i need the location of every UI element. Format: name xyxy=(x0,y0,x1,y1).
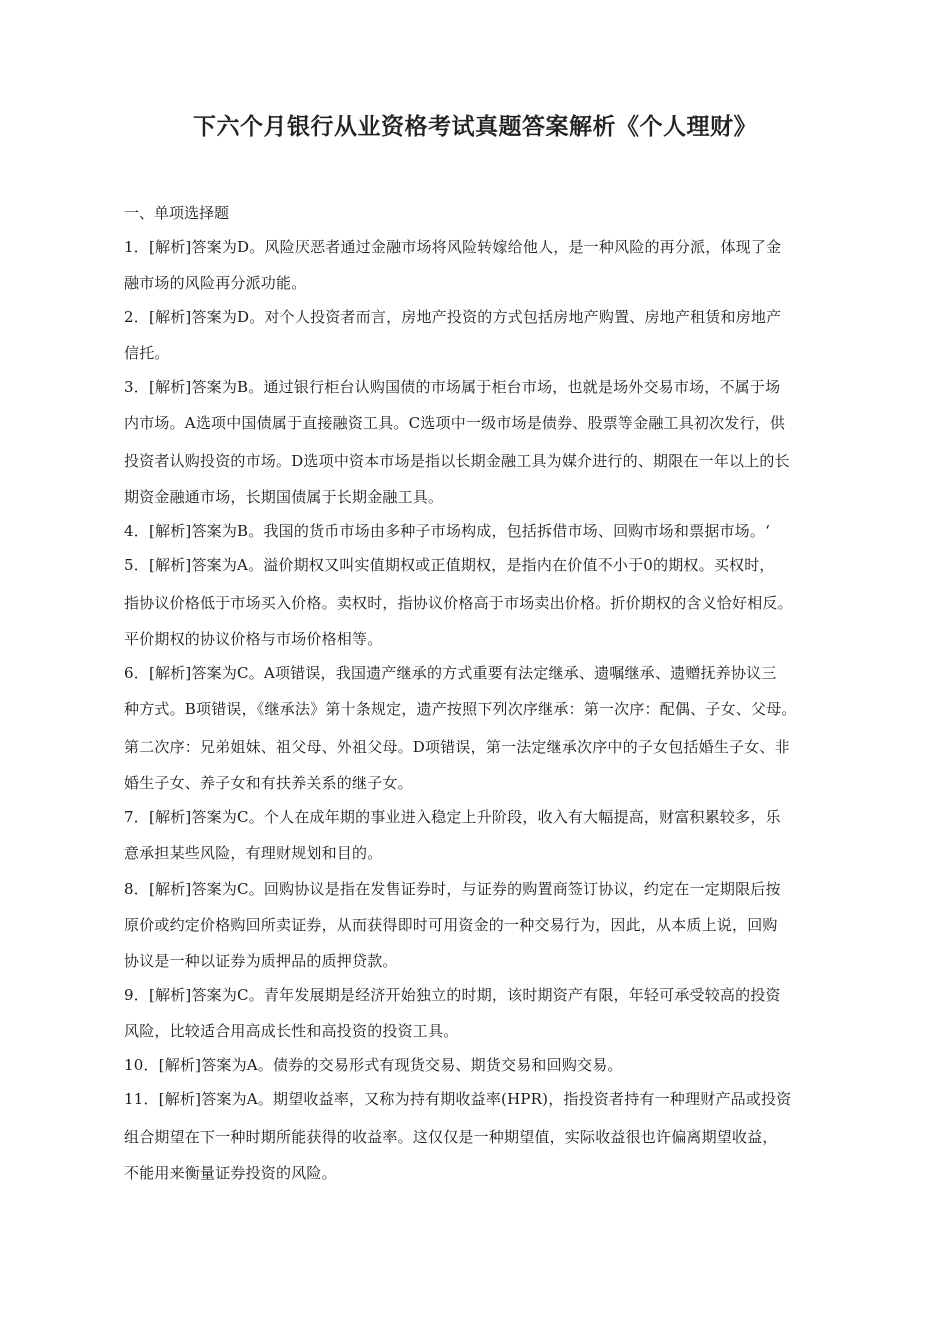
text-line: 8．[解析]答案为C。回购协议是指在发售证券时，与证券的购置商签订协议，约定在一定期限后按 xyxy=(124,880,781,898)
text-line: 9．[解析]答案为C。青年发展期是经济开始独立的时期，该时期资产有限，年轻可承受较高的投资 xyxy=(124,986,781,1004)
text-line: 1．[解析]答案为D。风险厌恶者通过金融市场将风险转嫁给他人，是一种风险的再分派，体现了金 xyxy=(124,238,782,256)
section-heading: 一、单项选择题 xyxy=(124,204,230,222)
text-line: 2．[解析]答案为D。对个人投资者而言，房地产投资的方式包括房地产购置、房地产租赁和房地产 xyxy=(124,308,782,326)
text-line: 4．[解析]答案为B。我国的货币市场由多种子市场构成，包括拆借市场、回购市场和票据市场。‘ xyxy=(124,522,771,540)
text-line: 第二次序：兄弟姐妹、祖父母、外祖父母。D项错误，第一法定继承次序中的子女包括婚生子女、非 xyxy=(124,738,790,756)
text-line: 5．[解析]答案为A。溢价期权又叫实值期权或正值期权，是指内在价值不小于0的期权。买权时， xyxy=(124,556,775,574)
text-line: 不能用来衡量证券投资的风险。 xyxy=(124,1164,337,1182)
text-line: 融市场的风险再分派功能。 xyxy=(124,274,307,292)
text-line: 风险，比较适合用高成长性和高投资的投资工具。 xyxy=(124,1022,459,1040)
text-line: 指协议价格低于市场买入价格。卖权时，指协议价格高于市场卖出价格。折价期权的含义恰好相反。 xyxy=(124,594,793,612)
document-title: 下六个月银行从业资格考试真题答案解析《个人理财》 xyxy=(193,113,757,140)
text-line: 意承担某些风险，有理财规划和目的。 xyxy=(124,844,383,862)
text-line: 协议是一种以证券为质押品的质押贷款。 xyxy=(124,952,398,970)
text-line: 婚生子女、养子女和有扶养关系的继子女。 xyxy=(124,774,413,792)
text-line: 3．[解析]答案为B。通过银行柜台认购国债的市场属于柜台市场，也就是场外交易市场，不属于场 xyxy=(124,378,781,396)
text-line: 平价期权的协议价格与市场价格相等。 xyxy=(124,630,383,648)
text-line: 期资金融通市场，长期国债属于长期金融工具。 xyxy=(124,488,444,506)
text-line: 11．[解析]答案为A。期望收益率，又称为持有期收益率(HPR)，指投资者持有一种理财产品或投资 xyxy=(124,1090,792,1108)
text-line: 7．[解析]答案为C。个人在成年期的事业进入稳定上升阶段，收入有大幅提高，财富积累较多，乐 xyxy=(124,808,781,826)
text-line: 种方式。B项错误，《继承法》第十条规定，遗产按照下列次序继承：第一次序：配偶、子女、父母。 xyxy=(124,700,797,718)
text-line: 10．[解析]答案为A。债券的交易形式有现货交易、期货交易和回购交易。 xyxy=(124,1056,623,1074)
text-line: 投资者认购投资的市场。D选项中资本市场是指以长期金融工具为媒介进行的、期限在一年以上的长 xyxy=(124,452,790,470)
text-line: 信托。 xyxy=(124,344,170,362)
text-line: 组合期望在下一种时期所能获得的收益率。这仅仅是一种期望值，实际收益很也许偏离期望收益， xyxy=(124,1128,778,1146)
text-line: 原价或约定价格购回所卖证券，从而获得即时可用资金的一种交易行为，因此，从本质上说，回购 xyxy=(124,916,778,934)
text-line: 6．[解析]答案为C。A项错误，我国遗产继承的方式重要有法定继承、遗嘱继承、遗赠抚养协议三 xyxy=(124,664,777,682)
text-line: 内市场。A选项中国债属于直接融资工具。C选项中一级市场是债券、股票等金融工具初次发行，供 xyxy=(124,414,786,432)
